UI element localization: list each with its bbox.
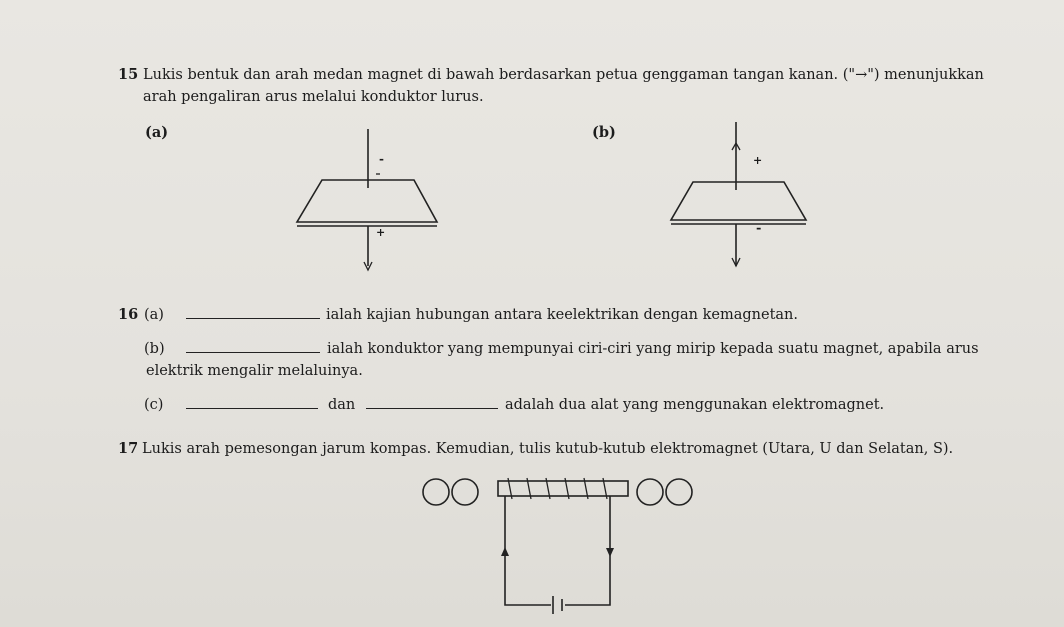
fig-a-cardboard [297,180,437,222]
compass-left-1-icon [423,479,449,505]
q15-text-line2: arah pengaliran arus melalui konduktor lurus. [143,89,484,105]
fig-a-top-sign: - [379,152,384,166]
compass-right-2-icon [666,479,692,505]
q16-a-text: ialah kajian hubungan antara keelektrikan dengan kemagnetan. [326,307,799,323]
current-arrow-down-icon [606,548,614,557]
q16-number: 16 [118,306,139,323]
q16-c-label: (c) [144,397,164,413]
q17-text: Lukis arah pemesongan jarum kompas. Kemudian, tulis kutub-kutub elektromagnet (Utara, U dan Selatan, S). [142,441,954,457]
q15-label-b: (b) [592,124,616,141]
q15-label-a: (a) [145,124,169,141]
figure-a-conductor-diagram [297,129,437,270]
q15-number: 15 [118,66,139,83]
compass-left-2-icon [452,479,478,505]
q17-electromagnet-circuit [423,478,692,614]
q17-number: 17 [118,440,139,457]
q16-b-text2: elektrik mengalir melaluinya. [146,363,363,379]
q16-b-label: (b) [144,341,165,357]
q16-c-dan: dan [328,397,356,413]
compass-right-1-icon [637,479,663,505]
figure-b-conductor-diagram [671,122,806,266]
fig-b-cardboard [671,182,806,220]
fig-a-bottom-sign: + [376,226,386,239]
q16-a-label: (a) [144,307,164,323]
fig-b-bottom-sign: - [756,221,762,236]
q15-text-line1: Lukis bentuk dan arah medan magnet di bawah berdasarkan petua genggaman tangan kanan. ("→") menunjukkan [143,67,984,83]
circuit-right-wire [565,496,610,605]
fig-b-top-sign: + [753,154,763,167]
circuit-left-wire [505,496,551,605]
iron-core [498,481,628,496]
current-arrow-up-icon [501,547,509,556]
q16-b-text: ialah konduktor yang mempunyai ciri-ciri yang mirip kepada suatu magnet, apabila arus [327,341,979,357]
q16-c-text: adalah dua alat yang menggunakan elektromagnet. [505,397,885,413]
